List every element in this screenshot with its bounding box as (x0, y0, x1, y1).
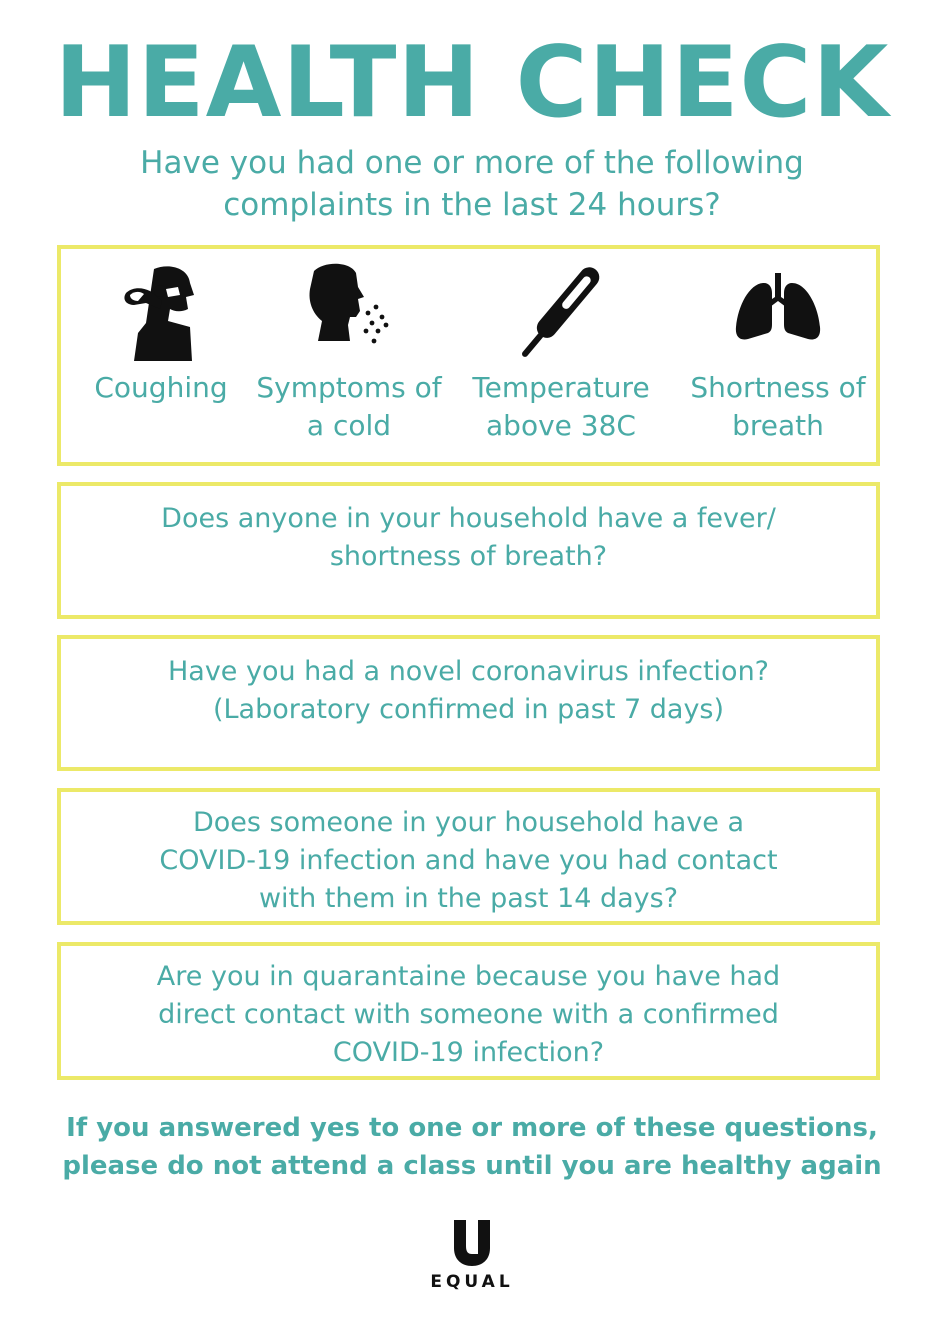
question-quarantaine: Are you in quarantaine because you have had direct contact with someone with a confirmed COVID-19 infection? (156, 961, 781, 1068)
question-coronavirus-infection: Have you had a novel coronavirus infection? (Laboratory confirmed in past 7 days) (167, 656, 770, 725)
thermometer-icon (511, 261, 611, 361)
symptom-label: Symptoms of a cold (256, 371, 442, 442)
question-box-4 (57, 942, 880, 1080)
symptom-temperature (461, 261, 661, 445)
symptom-breath (678, 261, 878, 445)
symptom-cold (249, 261, 449, 445)
question-box-3 (57, 788, 880, 925)
footer-note: If you answered yes to one or more of these questions, please do not attend a class until you are healthy again (62, 1113, 882, 1181)
sneezing-head-icon (304, 261, 394, 361)
equal-logo-icon (452, 1220, 492, 1268)
question-box-1 (57, 482, 880, 619)
question-household-covid-contact: Does someone in your household have a COVID-19 infection and have you had contact with them in the past 14 days? (159, 807, 778, 914)
question-box-2 (57, 635, 880, 771)
coughing-person-icon (116, 261, 206, 361)
page-title: HEALTH CHECK (54, 26, 890, 140)
symptom-label: Shortness of breath (690, 371, 866, 442)
logo-text: EQUAL (430, 1272, 514, 1292)
symptoms-box (57, 245, 880, 466)
lungs-icon (728, 261, 828, 361)
symptom-coughing (61, 261, 261, 407)
question-household-fever: Does anyone in your household have a fever/ shortness of breath? (161, 503, 776, 572)
symptom-label: Temperature above 38C (472, 371, 650, 442)
page-subtitle: Have you had one or more of the following complaints in the last 24 hours? (140, 145, 804, 223)
equal-logo (412, 1220, 532, 1292)
symptom-label: Coughing (94, 371, 228, 404)
